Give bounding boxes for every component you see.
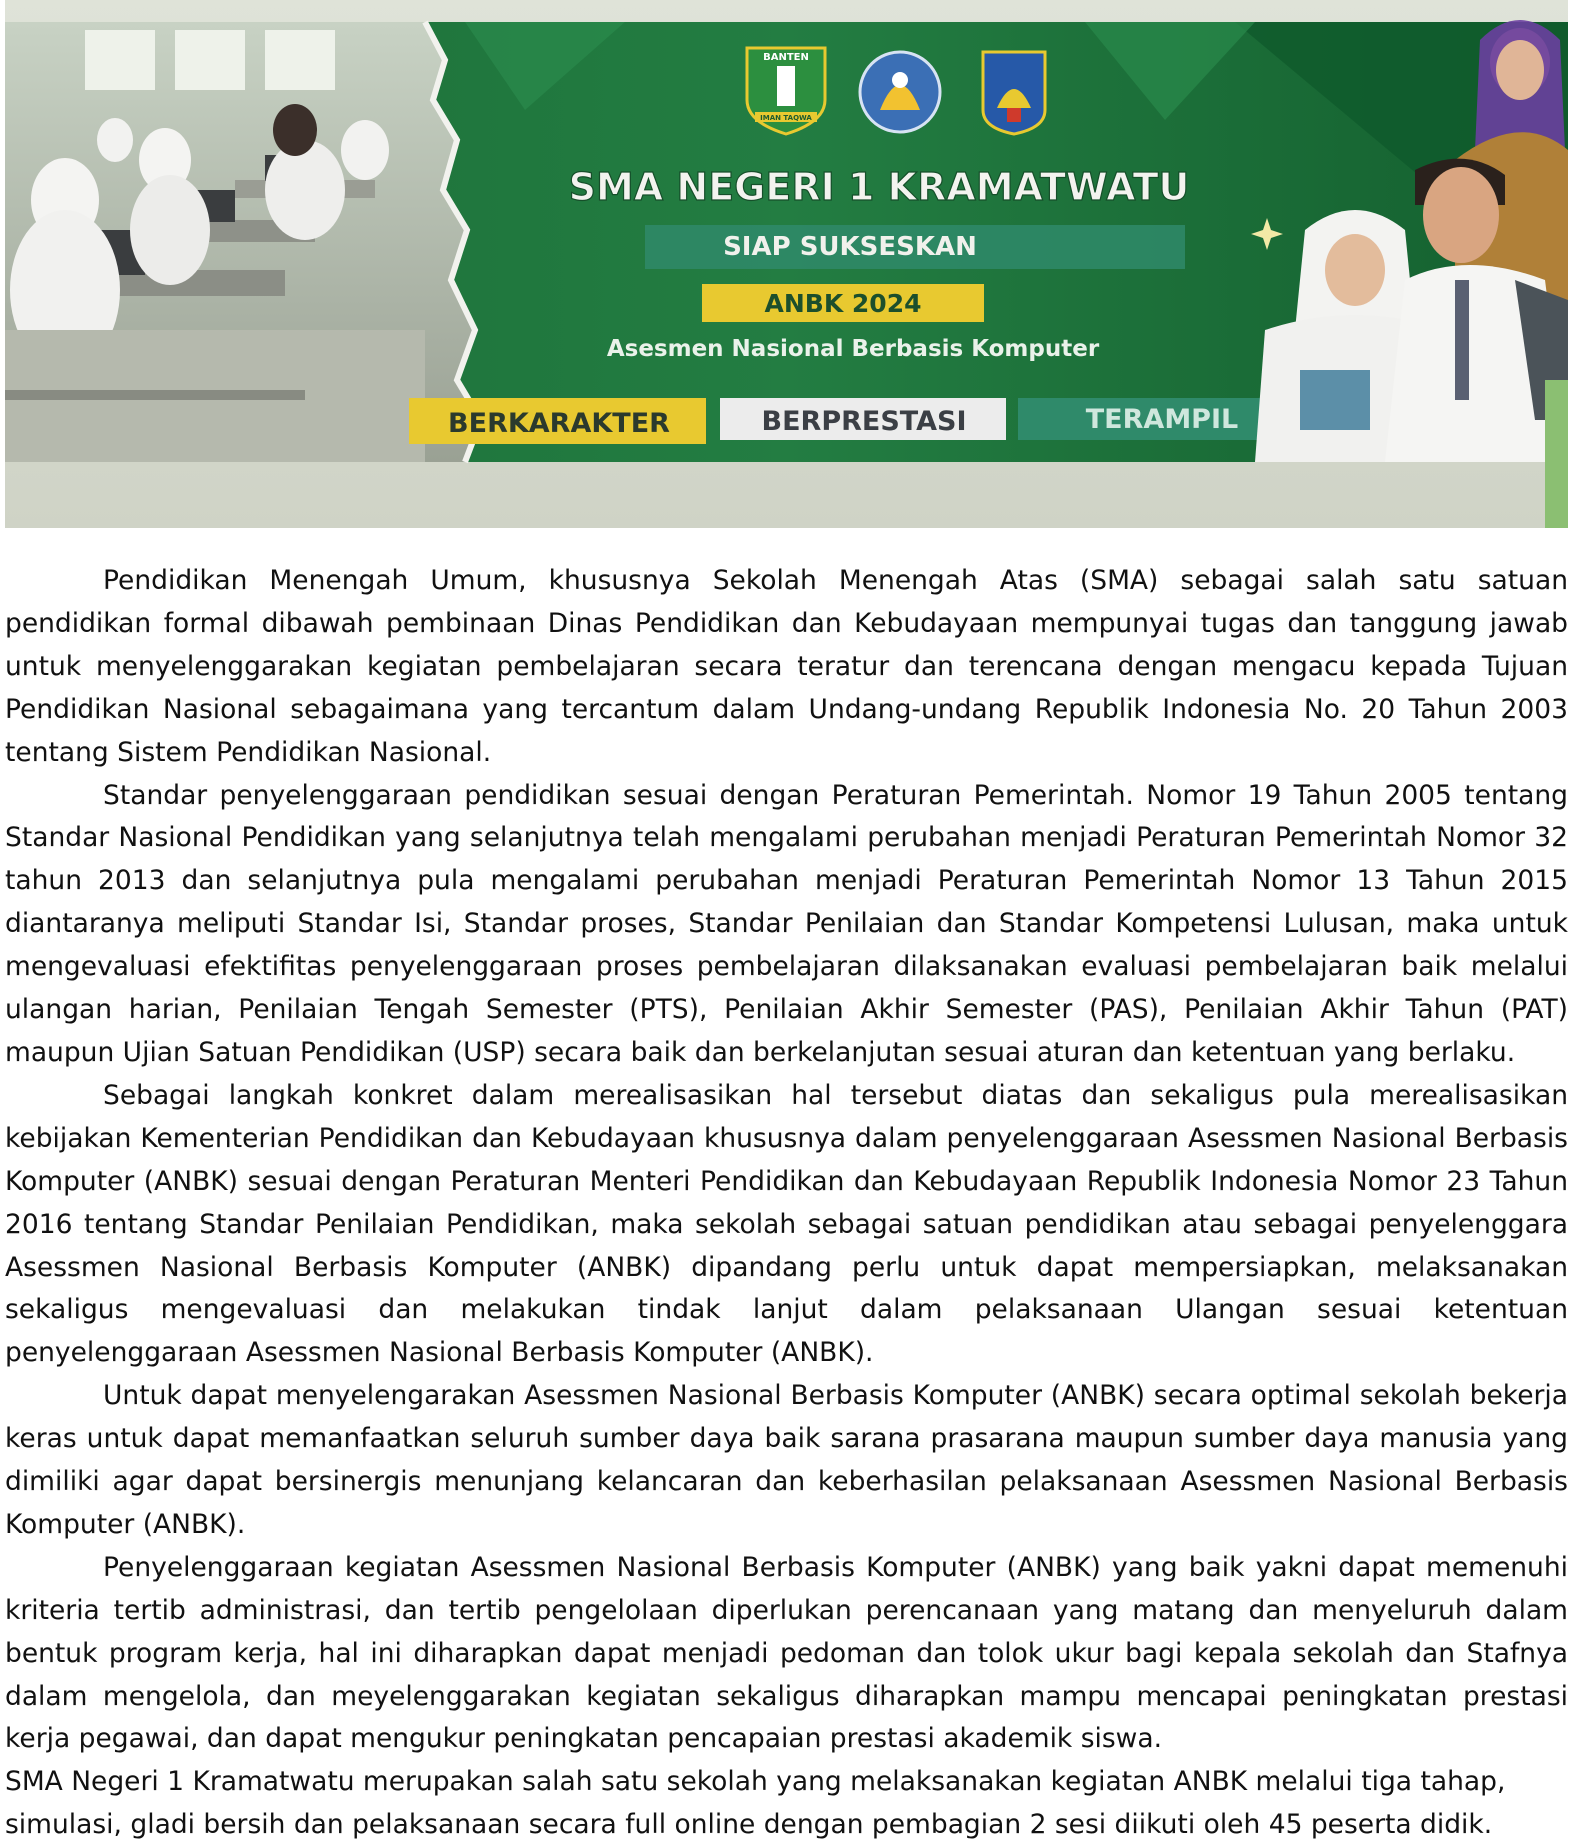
paragraph-6: SMA Negeri 1 Kramatwatu merupakan salah satu sekolah yang melaksanakan kegiatan ANBK melalui tiga tahap, simulasi, gladi bersih dan pelaksanaan secara full online dengan pembagian 2 sesi diikuti oleh 45 peserta didik. <box>5 1766 1506 1841</box>
banten-logo-label: BANTEN <box>763 52 809 63</box>
event-title: ANBK 2024 <box>764 289 922 318</box>
banten-logo-motto: IMAN TAQWA <box>760 114 812 122</box>
banner-photo <box>5 0 1568 528</box>
paragraph-1: Pendidikan Menengah Umum, khususnya Sekolah Menengah Atas (SMA) sebagai salah satu satuan pendidikan formal dibawah pembinaan Dinas Pendidikan dan Kebudayaan mempunyai tugas dan tanggung jawab untuk menyelenggarakan kegiatan pembelajaran secara teratur dan terencana dengan mengacu kepada Tujuan Pendidikan Nasional sebagaimana yang tercantum dalam Undang-undang Republik Indonesia No. 20 Tahun 2003 tentang Sistem Pendidikan Nasional. <box>5 565 1568 768</box>
window <box>175 30 245 90</box>
window <box>265 30 335 90</box>
value-terampil: TERAMPIL <box>1085 404 1239 435</box>
school-name: SMA NEGERI 1 KRAMATWATU <box>568 165 1190 209</box>
paragraph-5: Penyelenggaraan kegiatan Asessmen Nasional Berbasis Komputer (ANBK) yang baik yakni dapat memenuhi kriteria tertib administrasi, dan tertib pengelolaan diperlukan perencanaan yang matang dan menyeluruh dalam bentuk program kerja, hal ini diharapkan dapat menjadi pedoman dan tolok ukur bagi kepala sekolah dan Stafnya dalam mengelola, dan meyelenggarakan kegiatan sekaligus diharapkan mampu mencapai peningkatan prestasi kerja pegawai, dan dapat mengukur peningkatan pencapaian prestasi akademik siswa. <box>5 1551 1568 1755</box>
paragraph-2: Standar penyelenggaraan pendidikan sesuai dengan Peraturan Pemerintah. Nomor 19 Tahun 2005 tentang Standar Nasional Pendidikan yang selanjutnya telah mengalami perubahan menjadi Peraturan Pemerintah Nomor 32 tahun 2013 dan selanjutnya pula mengalami perubahan menjadi Peraturan Pemerintah Nomor 13 Tahun 2015 diantaranya meliputi Standar Isi, Standar proses, Standar Penilaian dan Standar Kompetensi Lulusan, maka untuk mengevaluasi efektifitas penyelenggaraan proses pembelajaran dilaksanakan evaluasi pembelajaran baik melalui ulangan harian, Penilaian Tengah Semester (PTS), Penilaian Akhir Semester (PAS), Penilaian Akhir Tahun (PAT) maupun Ujian Satuan Pendidikan (USP) secara baik dan berkelanjutan sesuai aturan dan ketentuan yang berlaku. <box>5 779 1568 1068</box>
banten-logo <box>747 48 825 134</box>
school-logo <box>983 52 1045 134</box>
paragraph-4: Untuk dapat menyelengarakan Asessmen Nasional Berbasis Komputer (ANBK) secara optimal sekolah bekerja keras untuk dapat memanfaatkan seluruh sumber daya baik sarana prasarana maupun sumber daya manusia yang dimiliki agar dapat bersinergis menunjang kelancaran dan keberhasilan pelaksanaan Asessmen Nasional Berbasis Komputer (ANBK). <box>5 1380 1568 1540</box>
article-body <box>5 560 1568 1847</box>
window <box>85 30 155 90</box>
paragraph-3: Sebagai langkah konkret dalam merealisasikan hal tersebut diatas dan sekaligus pula merealisasikan kebijakan Kementerian Pendidikan dan Kebudayaan khususnya dalam penyelenggaraan Asessmen Nasional Berbasis Komputer (ANBK) sesuai dengan Peraturan Menteri Pendidikan dan Kebudayaan Republik Indonesia Nomor 23 Tahun 2016 tentang Standar Penilaian Pendidikan, maka sekolah sebagai satuan pendidikan atau sebagai penyelenggara Asessmen Nasional Berbasis Komputer (ANBK) dipandang perlu untuk dapat mempersiapkan, melaksanakan sekaligus mengevaluasi dan melakukan tindak lanjut dalam pelaksanaan Ulangan sesuai ketentuan penyelenggaraan Asessmen Nasional Berbasis Komputer (ANBK). <box>5 1079 1568 1369</box>
value-berkarakter: BERKARAKTER <box>448 408 670 439</box>
event-full-name: Asesmen Nasional Berbasis Komputer <box>606 336 1100 362</box>
banner-illustration <box>5 0 1568 528</box>
value-berprestasi: BERPRESTASI <box>761 406 967 437</box>
tagline: SIAP SUKSESKAN <box>723 232 977 262</box>
pole <box>1545 380 1568 528</box>
tut-wuri-handayani-logo <box>860 52 940 132</box>
